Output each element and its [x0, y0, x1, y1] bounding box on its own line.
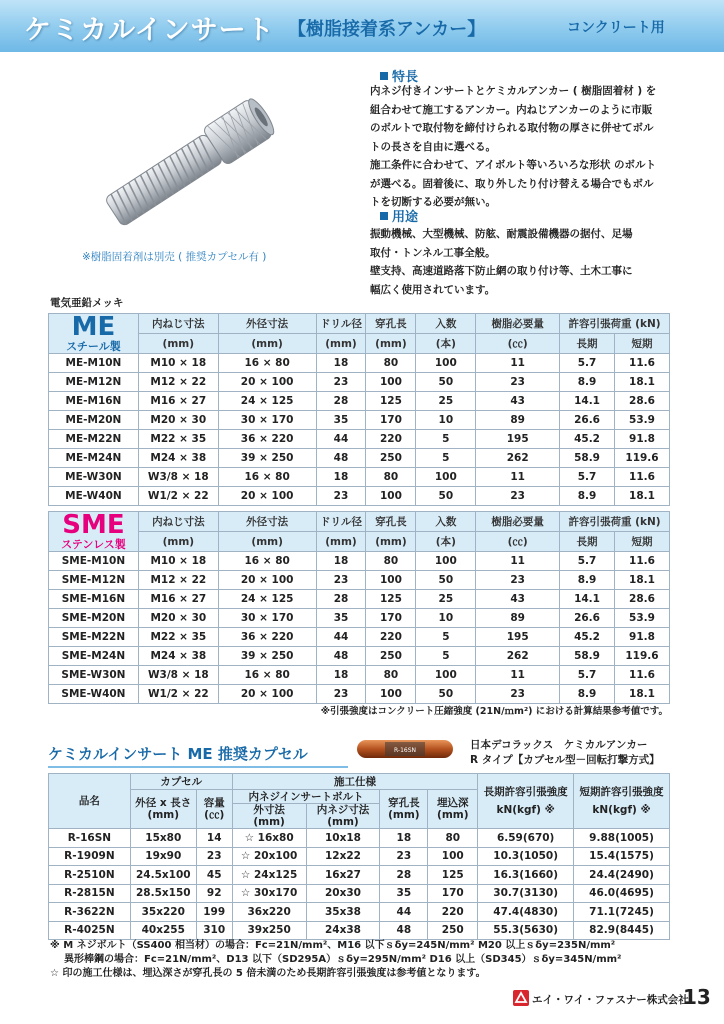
product-code-cell: SME-M12N [49, 571, 139, 590]
product-code-cell: R-2510N [49, 866, 131, 885]
table-cell: 91.8 [614, 628, 669, 647]
table-cell: 20 × 100 [218, 373, 316, 392]
short-load-header: 短期許容引張強度 kN(kgf) ※ [574, 774, 670, 829]
table-cell: 45.2 [560, 430, 615, 449]
table-cell: 18 [316, 354, 366, 373]
product-code-cell: R-16SN [49, 829, 131, 848]
table-cell: 24.4(2490) [574, 866, 670, 885]
resin-note: ※樹脂固着剤は別売 ( 推奨カプセル有 ) [82, 251, 267, 263]
features-text: 内ネジ付きインサートとケミカルアンカー ( 樹脂固着材 ) を 組合わせて施工するアンカー。内ねじアンカーのように市販 のボルトで取付物を締付けられる取付物の厚さに併せてボル トの長さを自由に選べる。 施工条件に合わせて、アイボルト等いろいろな形状 のボルト が選べる。固着後に、取り外したり付け替える場合でもボル トを切断する必要が無い。 [370, 85, 657, 208]
table-cell: 50 [416, 373, 476, 392]
table-cell: 18.1 [614, 685, 669, 704]
table-cell: 30 × 170 [218, 609, 316, 628]
table-cell: 16.3(1660) [478, 866, 574, 885]
table-cell: 170 [366, 411, 416, 430]
table-cell: 43 [476, 392, 560, 411]
table-cell: 24 × 125 [218, 392, 316, 411]
table-cell: 8.9 [560, 373, 615, 392]
table-cell: 14.1 [560, 590, 615, 609]
strength-footnote: ※引張強度はコンクリート圧縮強度 (21N/ｍm²) における計算結果参考値です。 [320, 706, 668, 717]
table-cell: 26.6 [560, 609, 615, 628]
table-cell: 12x22 [306, 847, 380, 866]
product-code-cell: SME-M24N [49, 647, 139, 666]
table-cell: 44 [380, 903, 428, 922]
square-bullet-icon [380, 212, 388, 220]
table-cell: 18 [380, 829, 428, 848]
product-code-cell: SME-M20N [49, 609, 139, 628]
table-cell: 80 [366, 666, 416, 685]
table-cell: 46.0(4695) [574, 884, 670, 903]
table-cell: 195 [476, 628, 560, 647]
series-cell: ME スチール製 [49, 314, 139, 354]
product-code-cell: ME-M24N [49, 449, 139, 468]
table-cell: ☆ 30x170 [232, 884, 306, 903]
table-cell: W1/2 × 22 [138, 685, 218, 704]
table-cell: 50 [416, 685, 476, 704]
company-name: エイ・ワイ・ファスナー株式会社 [532, 994, 689, 1006]
plating-label: 電気亜鉛メッキ [50, 297, 124, 309]
table-cell: 23 [196, 847, 232, 866]
table-cell: 45 [196, 866, 232, 885]
product-code-cell: R-2815N [49, 884, 131, 903]
table-cell: 35x220 [130, 903, 196, 922]
table-cell: 100 [366, 685, 416, 704]
page-number: 13 [683, 985, 711, 1009]
table-cell: M16 × 27 [138, 392, 218, 411]
table-cell: 250 [366, 647, 416, 666]
table-row [49, 590, 670, 609]
table-cell: M12 × 22 [138, 571, 218, 590]
table-cell: 14 [196, 829, 232, 848]
page-header [0, 0, 724, 52]
table-cell: 9.88(1005) [574, 829, 670, 848]
table-cell: W1/2 × 22 [138, 487, 218, 506]
table-cell: 28.6 [615, 392, 670, 411]
table-cell: 14.1 [560, 392, 615, 411]
table-cell: 23 [476, 487, 560, 506]
table-row [49, 647, 670, 666]
table-cell: 47.4(4830) [478, 903, 574, 922]
table-cell: 16x27 [306, 866, 380, 885]
applications-heading: 用途 [380, 206, 418, 225]
table-cell: 39 × 250 [218, 449, 316, 468]
table-cell: 28.5x150 [130, 884, 196, 903]
table-row [49, 609, 670, 628]
insert-product-image [88, 92, 288, 232]
table-cell: 26.6 [560, 411, 615, 430]
table-cell: 28 [380, 866, 428, 885]
table-cell: 36 × 220 [218, 628, 316, 647]
table-cell: 45.2 [560, 628, 615, 647]
product-code-cell: R-4025N [49, 921, 131, 940]
table-cell: 20x30 [306, 884, 380, 903]
product-code-cell: ME-W40N [49, 487, 139, 506]
product-code-cell: SME-M16N [49, 590, 139, 609]
table-cell: 92 [196, 884, 232, 903]
table-cell: 125 [366, 590, 416, 609]
long-load-header: 長期許容引張強度 kN(kgf) ※ [478, 774, 574, 829]
table-cell: 100 [366, 487, 416, 506]
page-title: ケミカルインサート [24, 15, 275, 46]
table-cell: 35x38 [306, 903, 380, 922]
table-row [49, 666, 670, 685]
company-logo [513, 990, 529, 1006]
table-cell: 11 [476, 468, 560, 487]
table-cell: 35 [380, 884, 428, 903]
table-cell: W3/8 × 18 [138, 468, 218, 487]
table-cell: 18 [316, 468, 366, 487]
table-cell: M24 × 38 [138, 449, 218, 468]
table-cell: 170 [428, 884, 478, 903]
table-cell: 8.9 [560, 487, 615, 506]
table-cell: 23 [476, 685, 560, 704]
product-code-cell: ME-M20N [49, 411, 139, 430]
table-cell: 10 [416, 609, 476, 628]
table-row [49, 411, 670, 430]
table-cell: M16 × 27 [138, 590, 218, 609]
table-cell: 11.6 [614, 666, 669, 685]
table-cell: 55.3(5630) [478, 921, 574, 940]
table-cell: 100 [428, 847, 478, 866]
me-spec-table: ME スチール製 内ねじ寸法 外径寸法 ドリル径 穿孔長 入数 樹脂必要量 許容引張荷重 (kN) (mm) (mm) (mm) (mm) (本) (㏄) 長期 短期 ME-M10N M10 × 18 16 × 80 18 80 100 11 5.7 11.6 ME-M12N M12 × 22 20 × 100 23 100 50 23 8.9 18.1 ME-M16N M16 × 27 24 × 125 28 125 25 43 14.1 28.6 ME-M20N M20 × 30 30 × 170 35 170 10 89 26.6 53.9 ME-M22N M22 × 35 36 × 220 44 220 5 195 45.2 91.8 ME-M24N M24 × 38 39 × 250 48 250 5 262 58.9 119.6 ME-W30N W3/8 × 18 16 × 80 18 80 100 11 5.7 11.6 ME-W40N W1/2 × 22 20 × 100 23 100 50 23 8.9 18.1 [48, 313, 670, 506]
table-cell: 5 [416, 647, 476, 666]
page-subtitle: 【樹脂接着系アンカー】 [288, 19, 486, 40]
table-cell: 89 [476, 411, 560, 430]
table-cell: 100 [416, 468, 476, 487]
product-code-cell: ME-M16N [49, 392, 139, 411]
capsule-table: 品名 カプセル 施工仕様 長期許容引張強度 kN(kgf) ※ 短期許容引張強度 kN(kgf) ※ 外径 x 長さ (mm) 容量 (㏄) 内ネジインサートボルト 穿孔長 (mm) 埋込深 (mm) 外寸法 (mm) 内ネジ寸法 (mm) R-16SN 15x80 14 ☆ 16x80 10x18 18 80 6.59(670) 9.88(1005) R-1909N 19x90 23 ☆ 20x100 12x22 23 100 10.3(1050) 15.4(1575) R-2510N 24.5x100 45 ☆ 24x125 16x27 28 125 16.3(1660) 24.4(2490) R-2815N 28.5x150 92 ☆ 30x170 20x30 35 170 30.7(3130) 46.0(4695) R-3622N 35x220 199 36x220 35x38 44 220 47.4(4830) 71.1(7245) R-4025N 40x255 310 39x250 24x38 48 250 55.3(5630) 82.9(8445) [48, 773, 670, 940]
table-row [49, 430, 670, 449]
table-cell: 220 [366, 430, 416, 449]
divider [48, 766, 348, 768]
table-cell: M24 × 38 [138, 647, 218, 666]
table-cell: 11.6 [614, 552, 669, 571]
series-cell: SME ステンレス製 [49, 512, 139, 552]
sme-spec-table: SME ステンレス製 内ねじ寸法 外径寸法 ドリル径 穿孔長 入数 樹脂必要量 許容引張荷重 (kN) (mm) (mm) (mm) (mm) (本) (㏄) 長期 短期 SME-M10N M10 × 18 16 × 80 18 80 100 11 5.7 11.6 SME-M12N M12 × 22 20 × 100 23 100 50 23 8.9 18.1 SME-M16N M16 × 27 24 × 125 28 125 25 43 14.1 28.6 SME-M20N M20 × 30 30 × 170 35 170 10 89 26.6 53.9 SME-M22N M22 × 35 36 × 220 44 220 5 195 45.2 91.8 SME-M24N M24 × 38 39 × 250 48 250 5 262 58.9 119.6 SME-W30N W3/8 × 18 16 × 80 18 80 100 11 5.7 11.6 SME-W40N W1/2 × 22 20 × 100 23 100 50 23 8.9 18.1 [48, 511, 670, 704]
table-cell: 8.9 [560, 685, 615, 704]
table-cell: 262 [476, 647, 560, 666]
table-cell: 16 × 80 [218, 552, 316, 571]
features-heading: 特長 [380, 66, 418, 85]
table-cell: 11.6 [615, 354, 670, 373]
table-cell: 100 [416, 552, 476, 571]
capsule-brand: 日本デコラックス ケミカルアンカー R タイプ【カプセル型－回転打撃方式】 [470, 739, 660, 766]
table-cell: 18.1 [614, 571, 669, 590]
table-cell: 28 [316, 590, 366, 609]
product-code-cell: ME-M10N [49, 354, 139, 373]
table-cell: 50 [416, 571, 476, 590]
table-row [49, 884, 670, 903]
table-cell: 44 [316, 430, 366, 449]
table-cell: 30 × 170 [218, 411, 316, 430]
table-cell: 310 [196, 921, 232, 940]
product-code-cell: SME-M22N [49, 628, 139, 647]
table-cell: 5.7 [560, 666, 615, 685]
table-cell: 8.9 [560, 571, 615, 590]
table-cell: 195 [476, 430, 560, 449]
table-cell: 80 [428, 829, 478, 848]
table-cell: 58.9 [560, 449, 615, 468]
table-cell: M20 × 30 [138, 609, 218, 628]
product-code-cell: ME-M22N [49, 430, 139, 449]
table-cell: 48 [316, 647, 366, 666]
table-cell: 20 × 100 [218, 487, 316, 506]
table-cell: ☆ 20x100 [232, 847, 306, 866]
table-cell: 11 [476, 354, 560, 373]
table-cell: 16 × 80 [218, 468, 316, 487]
table-row [49, 552, 670, 571]
table-cell: 50 [416, 487, 476, 506]
table-cell: 89 [476, 609, 560, 628]
product-code-cell: SME-W30N [49, 666, 139, 685]
table-cell: 71.1(7245) [574, 903, 670, 922]
table-cell: 119.6 [614, 647, 669, 666]
table-cell: 15x80 [130, 829, 196, 848]
table-cell: 18 [316, 552, 366, 571]
table-cell: M10 × 18 [138, 354, 218, 373]
capsule-image [355, 737, 455, 761]
table-row [49, 685, 670, 704]
applications-text: 振動機械、大型機械、防舷、耐震設備機器の据付、足場 取付・トンネル工事全般。 壁支持、高速道路落下防止網の取り付け等、土木工事に 幅広く使用されています。 [370, 228, 633, 296]
table-row [49, 866, 670, 885]
table-cell: 5.7 [560, 468, 615, 487]
table-cell: 53.9 [614, 609, 669, 628]
product-code-cell: ME-W30N [49, 468, 139, 487]
table-cell: 119.6 [615, 449, 670, 468]
table-row [49, 829, 670, 848]
table-cell: 35 [316, 609, 366, 628]
table-cell: 10x18 [306, 829, 380, 848]
table-cell: 48 [380, 921, 428, 940]
usage-label: コンクリート用 [567, 20, 665, 36]
table-cell: 39 × 250 [218, 647, 316, 666]
table-row [49, 354, 670, 373]
table-cell: 23 [380, 847, 428, 866]
table-cell: 80 [366, 552, 416, 571]
table-cell: 18.1 [615, 487, 670, 506]
table-cell: 20 × 100 [218, 571, 316, 590]
product-code-cell: SME-W40N [49, 685, 139, 704]
square-bullet-icon [380, 72, 388, 80]
table-cell: ☆ 24x125 [232, 866, 306, 885]
table-row [49, 903, 670, 922]
table-row [49, 392, 670, 411]
table-cell: 30.7(3130) [478, 884, 574, 903]
table-cell: 91.8 [615, 430, 670, 449]
table-cell: 100 [416, 354, 476, 373]
table-row [49, 571, 670, 590]
product-code-cell: SME-M10N [49, 552, 139, 571]
table-cell: 23 [476, 571, 560, 590]
table-cell: 18.1 [615, 373, 670, 392]
table-cell: 100 [416, 666, 476, 685]
table-cell: 36x220 [232, 903, 306, 922]
table-cell: 48 [316, 449, 366, 468]
table-cell: 5 [416, 449, 476, 468]
table-cell: 53.9 [615, 411, 670, 430]
table-cell: 11 [476, 552, 560, 571]
table-cell: 6.59(670) [478, 829, 574, 848]
table-cell: 16 × 80 [218, 666, 316, 685]
table-cell: 10.3(1050) [478, 847, 574, 866]
table-cell: 23 [316, 685, 366, 704]
table-cell: 28 [316, 392, 366, 411]
table-cell: 23 [476, 373, 560, 392]
table-cell: 40x255 [130, 921, 196, 940]
table-cell: 170 [366, 609, 416, 628]
table-cell: 28.6 [614, 590, 669, 609]
table-cell: 36 × 220 [218, 430, 316, 449]
table-cell: 23 [316, 373, 366, 392]
table-cell: 43 [476, 590, 560, 609]
me-table-body [49, 354, 670, 506]
table-cell: W3/8 × 18 [138, 666, 218, 685]
table-cell: 18 [316, 666, 366, 685]
bottom-notes: ※ M ネジボルト（SS400 相当材）の場合：Fc=21N/mm²、M16 以下ｓδy=245N/mm² M20 以上ｓδy=235N/mm² 異形棒鋼の場合：Fc=21N/mm²、D13 以下（SD295A）ｓδy=295N/mm² D16 以上（SD345）ｓδy=345N/mm² ☆ 印の施工仕様は、埋込深さが穿孔長の 5 倍未満のため長期許容引張強度は参考値となります。 [50, 940, 622, 979]
table-row [49, 921, 670, 940]
table-cell: 11 [476, 666, 560, 685]
table-cell: 58.9 [560, 647, 615, 666]
table-cell: 24 × 125 [218, 590, 316, 609]
table-row [49, 847, 670, 866]
table-cell: 25 [416, 392, 476, 411]
table-row [49, 487, 670, 506]
table-cell: 199 [196, 903, 232, 922]
table-cell: 24x38 [306, 921, 380, 940]
table-cell: 10 [416, 411, 476, 430]
table-cell: M22 × 35 [138, 430, 218, 449]
table-cell: 23 [316, 571, 366, 590]
table-cell: 16 × 80 [218, 354, 316, 373]
table-cell: M10 × 18 [138, 552, 218, 571]
table-cell: 39x250 [232, 921, 306, 940]
table-cell: 220 [366, 628, 416, 647]
product-code-cell: R-1909N [49, 847, 131, 866]
svg-text:R-16SN: R-16SN [393, 747, 417, 754]
table-row [49, 468, 670, 487]
product-code-cell: R-3622N [49, 903, 131, 922]
table-cell: ☆ 16x80 [232, 829, 306, 848]
table-cell: 5.7 [560, 354, 615, 373]
table-cell: 82.9(8445) [574, 921, 670, 940]
table-cell: 44 [316, 628, 366, 647]
table-row [49, 449, 670, 468]
table-cell: 20 × 100 [218, 685, 316, 704]
table-cell: 5.7 [560, 552, 615, 571]
table-cell: 125 [428, 866, 478, 885]
table-cell: 220 [428, 903, 478, 922]
capsule-table-body [49, 829, 670, 940]
table-cell: 11.6 [615, 468, 670, 487]
table-cell: 100 [366, 373, 416, 392]
table-cell: 24.5x100 [130, 866, 196, 885]
table-row [49, 373, 670, 392]
sme-table-body [49, 552, 670, 704]
table-cell: 5 [416, 628, 476, 647]
table-cell: 80 [366, 354, 416, 373]
table-cell: 25 [416, 590, 476, 609]
table-cell: 23 [316, 487, 366, 506]
table-cell: 35 [316, 411, 366, 430]
table-cell: 100 [366, 571, 416, 590]
table-cell: 19x90 [130, 847, 196, 866]
product-code-cell: ME-M12N [49, 373, 139, 392]
table-cell: 15.4(1575) [574, 847, 670, 866]
table-cell: 5 [416, 430, 476, 449]
table-cell: 125 [366, 392, 416, 411]
table-cell: M20 × 30 [138, 411, 218, 430]
table-cell: 80 [366, 468, 416, 487]
table-row [49, 628, 670, 647]
table-cell: 250 [366, 449, 416, 468]
table-cell: M22 × 35 [138, 628, 218, 647]
table-cell: M12 × 22 [138, 373, 218, 392]
table-cell: 250 [428, 921, 478, 940]
table-cell: 262 [476, 449, 560, 468]
capsule-section-title: ケミカルインサート ME 推奨カプセル [48, 745, 308, 763]
